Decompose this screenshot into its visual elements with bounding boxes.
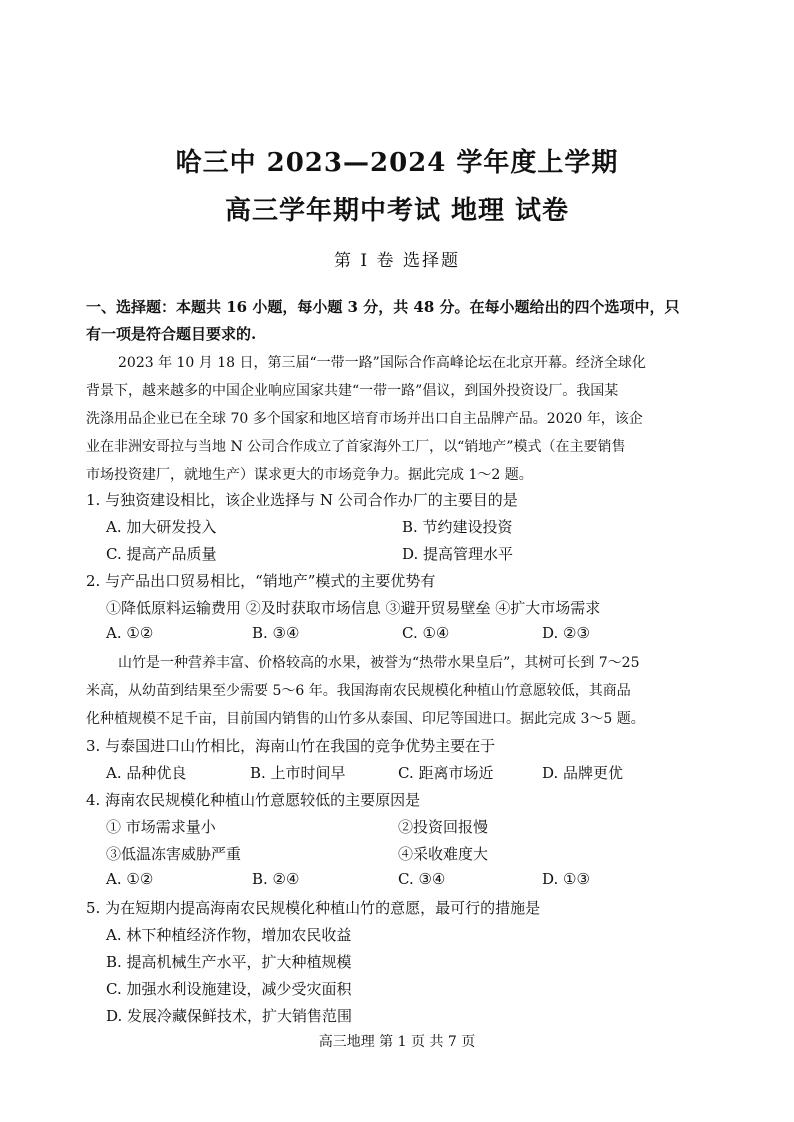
question-5-stem: 5. 为在短期内提高海南农民规模化种植山竹的意愿，最可行的措施是 <box>86 899 541 917</box>
question-4-option-a: A. ①② <box>106 870 154 888</box>
question-5-option-b: B. 提高机械生产水平，扩大种植规模 <box>106 953 352 971</box>
question-3-stem: 3. 与泰国进口山竹相比，海南山竹在我国的竞争优势主要在于 <box>86 737 496 755</box>
section-heading: 第 I 卷 选择题 <box>334 251 460 271</box>
passage-1-line: 背景下，越来越多的中国企业响应国家共建“一带一路”倡议，到国外投资设厂。我国某 <box>86 383 619 399</box>
question-3-option-d: D. 品牌更优 <box>542 764 624 782</box>
question-1-option-c: C. 提高产品质量 <box>106 545 217 563</box>
question-3-option-c: C. 距离市场近 <box>398 764 494 782</box>
question-4-option-d: D. ①③ <box>542 870 590 888</box>
instructions-line2: 有一项是符合题目要求的. <box>86 325 257 343</box>
question-4-item-4: ④采收难度大 <box>398 845 489 863</box>
passage-2-line: 化种植规模不足千亩，目前国内销售的山竹多从泰国、印尼等国进口。据此完成 3～5 题。 <box>86 711 645 727</box>
question-1-option-b: B. 节约建设投资 <box>402 518 513 536</box>
question-4-option-c: C. ③④ <box>398 870 446 888</box>
question-1-stem: 1. 与独资建设相比，该企业选择与 N 公司合作办厂的主要目的是 <box>86 491 518 509</box>
question-4-item-3: ③低温冻害威胁严重 <box>106 845 242 863</box>
question-2-option-a: A. ①② <box>106 624 154 642</box>
passage-1-line: 市场投资建厂，就地生产）谋求更大的市场竞争力。据此完成 1～2 题。 <box>86 467 533 483</box>
question-2-stem: 2. 与产品出口贸易相比，“销地产”模式的主要优势有 <box>86 572 436 590</box>
page-footer: 高三地理 第 1 页 共 7 页 <box>318 1034 476 1050</box>
question-4-item-2: ②投资回报慢 <box>398 818 489 836</box>
question-1-option-d: D. 提高管理水平 <box>402 545 514 563</box>
question-3-option-a: A. 品种优良 <box>106 764 187 782</box>
passage-1-line: 业在非洲安哥拉与当地 N 公司合作成立了首家海外工厂，以“销地产”模式（在主要销售 <box>86 439 626 455</box>
question-5-option-a: A. 林下种植经济作物，增加农民收益 <box>106 926 352 944</box>
question-4-stem: 4. 海南农民规模化种植山竹意愿较低的主要原因是 <box>86 791 421 809</box>
passage-1-line: 2023 年 10 月 18 日，第三届“一带一路”国际合作高峰论坛在北京开幕。经济全球化 <box>118 355 646 371</box>
instructions-line1: 一、选择题：本题共 16 小题，每小题 3 分，共 48 分。在每小题给出的四个选项中，只 <box>86 298 680 316</box>
exam-title-line2: 高三学年期中考试 地理 试卷 <box>224 196 570 226</box>
question-5-option-c: C. 加强水利设施建设，减少受灾面积 <box>106 980 352 998</box>
passage-2-line: 米高，从幼苗到结果至少需要 5～6 年。我国海南农民规模化种植山竹意愿较低，其商品 <box>86 683 631 699</box>
question-2-option-b: B. ③④ <box>252 624 300 642</box>
question-2-option-d: D. ②③ <box>542 624 590 642</box>
exam-title-line1: 哈三中 2023—2024 学年度上学期 <box>175 148 619 178</box>
passage-1-line: 洗涤用品企业已在全球 70 多个国家和地区培育市场并出口自主品牌产品。2020 年，该企 <box>86 411 643 427</box>
passage-2-line: 山竹是一种营养丰富、价格较高的水果，被誉为“热带水果皇后”，其树可长到 7～25 <box>118 655 640 671</box>
question-4-option-b: B. ②④ <box>252 870 300 888</box>
question-2-option-c: C. ①④ <box>402 624 450 642</box>
question-2-items: ①降低原料运输费用 ②及时获取市场信息 ③避开贸易壁垒 ④扩大市场需求 <box>106 599 601 617</box>
question-3-option-b: B. 上市时间早 <box>250 764 346 782</box>
question-1-option-a: A. 加大研发投入 <box>106 518 217 536</box>
question-5-option-d: D. 发展冷藏保鲜技术，扩大销售范围 <box>106 1007 353 1025</box>
question-4-item-1: ① 市场需求量小 <box>106 818 216 836</box>
